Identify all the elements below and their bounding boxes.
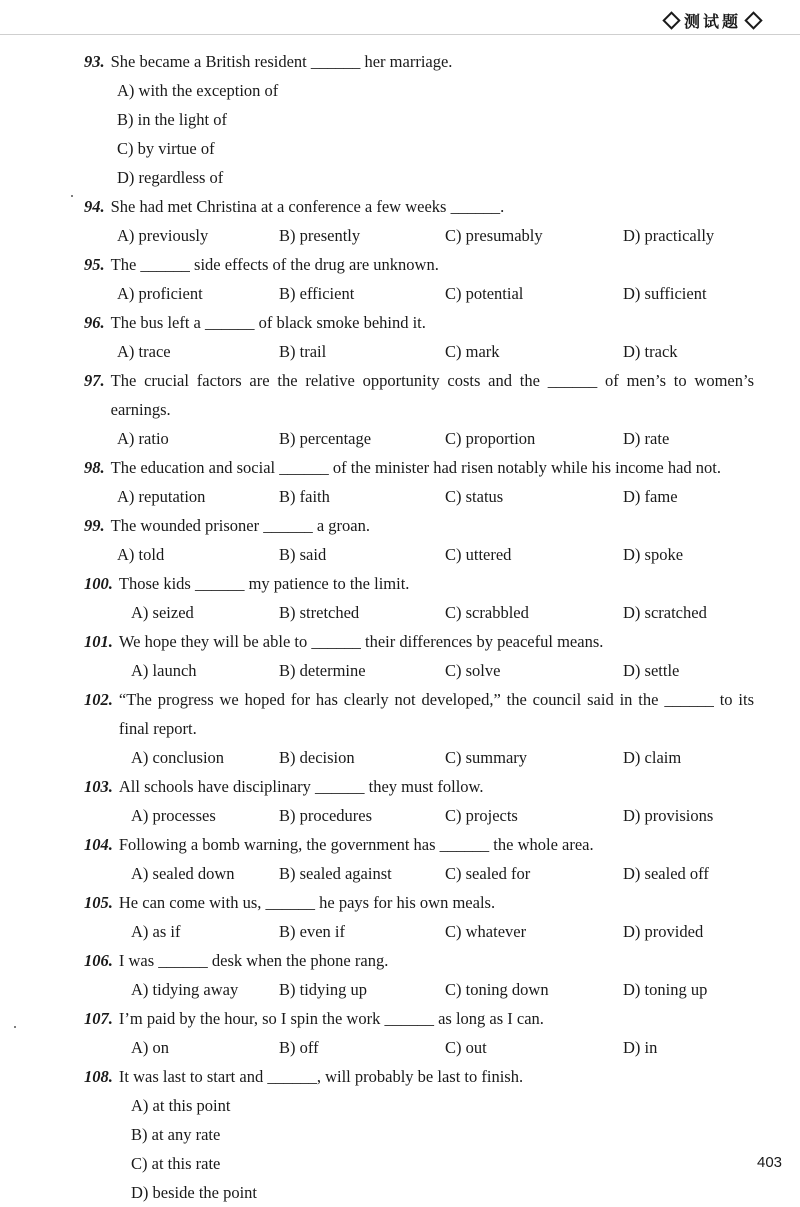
answer-option: C) scrabbled bbox=[445, 603, 529, 622]
question-stem-row bbox=[84, 627, 754, 656]
answer-option: B) percentage bbox=[279, 429, 372, 448]
answer-option: D) sufficient bbox=[623, 284, 707, 303]
answer-option: C) out bbox=[445, 1038, 487, 1057]
question-stem-row bbox=[84, 569, 754, 598]
question-number: 107. bbox=[84, 1009, 113, 1028]
question-item bbox=[84, 47, 754, 192]
answer-option: D) settle bbox=[623, 661, 680, 680]
question-stem: All schools have disciplinary ______ they must follow. bbox=[118, 777, 484, 796]
question-stem: The wounded prisoner ______ a groan. bbox=[110, 516, 370, 535]
answer-option: D) claim bbox=[623, 748, 682, 767]
question-number: 104. bbox=[84, 835, 113, 854]
option-list bbox=[84, 1033, 754, 1062]
question-number: 94. bbox=[84, 197, 105, 216]
answer-option: D) track bbox=[623, 342, 678, 361]
question-number: 98. bbox=[84, 458, 105, 477]
question-stem-row bbox=[84, 830, 754, 859]
answer-option: D) practically bbox=[623, 226, 715, 245]
answer-option: C) mark bbox=[445, 342, 500, 361]
question-stem: It was last to start and ______, will probably be last to finish. bbox=[118, 1067, 524, 1086]
question-stem-row bbox=[84, 511, 754, 540]
answer-option: B) procedures bbox=[279, 806, 373, 825]
answer-option: D) regardless of bbox=[117, 168, 224, 187]
question-list bbox=[84, 47, 754, 1207]
question-item bbox=[84, 830, 754, 888]
question-stem: Those kids ______ my patience to the limit. bbox=[118, 574, 410, 593]
option-list bbox=[84, 975, 754, 1004]
question-stem-row bbox=[84, 946, 754, 975]
question-stem-row bbox=[84, 47, 754, 76]
question-stem: He can come with us, ______ he pays for his own meals. bbox=[118, 893, 496, 912]
question-stem-row bbox=[84, 308, 754, 337]
question-stem: Following a bomb warning, the government has ______ the whole area. bbox=[118, 835, 594, 854]
answer-option: A) as if bbox=[131, 922, 181, 941]
question-number: 96. bbox=[84, 313, 105, 332]
header-divider bbox=[0, 34, 800, 35]
question-number: 97. bbox=[84, 371, 105, 390]
option-list bbox=[84, 279, 754, 308]
answer-option: A) launch bbox=[131, 661, 197, 680]
answer-option: A) reputation bbox=[117, 487, 206, 506]
answer-option: A) sealed down bbox=[131, 864, 235, 883]
answer-option: A) previously bbox=[117, 226, 209, 245]
question-item bbox=[84, 1062, 754, 1207]
answer-option: D) toning up bbox=[623, 980, 708, 999]
answer-option: C) uttered bbox=[445, 545, 512, 564]
question-stem: I’m paid by the hour, so I spin the work ______ as long as I can. bbox=[118, 1009, 544, 1028]
answer-option: C) at this rate bbox=[131, 1154, 221, 1173]
question-item bbox=[84, 366, 754, 453]
diamond-icon bbox=[744, 11, 762, 29]
question-item bbox=[84, 772, 754, 830]
question-number: 95. bbox=[84, 255, 105, 274]
question-item bbox=[84, 569, 754, 627]
answer-option: B) tidying up bbox=[279, 980, 368, 999]
answer-option: C) summary bbox=[445, 748, 528, 767]
option-list bbox=[84, 859, 754, 888]
question-stem-row bbox=[84, 772, 754, 801]
answer-option: D) fame bbox=[623, 487, 678, 506]
answer-option: A) trace bbox=[117, 342, 171, 361]
question-stem-row bbox=[84, 453, 754, 482]
question-stem: I was ______ desk when the phone rang. bbox=[118, 951, 389, 970]
question-item bbox=[84, 192, 754, 250]
answer-option: D) beside the point bbox=[131, 1183, 258, 1202]
answer-option: D) scratched bbox=[623, 603, 707, 622]
question-item bbox=[84, 308, 754, 366]
answer-option: C) proportion bbox=[445, 429, 536, 448]
answer-option: C) potential bbox=[445, 284, 524, 303]
answer-option: B) in the light of bbox=[117, 110, 227, 129]
question-number: 102. bbox=[84, 690, 113, 709]
question-item bbox=[84, 1004, 754, 1062]
answer-option: A) tidying away bbox=[131, 980, 239, 999]
question-item bbox=[84, 888, 754, 946]
option-list bbox=[84, 656, 754, 685]
scan-speck bbox=[71, 195, 73, 197]
option-list bbox=[84, 76, 754, 192]
header-title: 测试题 bbox=[683, 11, 741, 31]
diamond-icon bbox=[662, 11, 680, 29]
question-number: 100. bbox=[84, 574, 113, 593]
question-stem-row bbox=[84, 1004, 754, 1033]
question-number: 106. bbox=[84, 951, 113, 970]
option-list bbox=[84, 482, 754, 511]
question-item bbox=[84, 511, 754, 569]
question-stem: She had met Christina at a conference a few weeks ______. bbox=[110, 197, 505, 216]
answer-option: D) provisions bbox=[623, 806, 714, 825]
question-stem-row bbox=[84, 888, 754, 917]
answer-option: A) on bbox=[131, 1038, 170, 1057]
question-stem: The education and social ______ of the minister had risen notably while his income had not. bbox=[110, 458, 721, 477]
option-list bbox=[84, 221, 754, 250]
question-stem: The bus left a ______ of black smoke behind it. bbox=[110, 313, 426, 332]
answer-option: B) decision bbox=[279, 748, 355, 767]
answer-option: C) sealed for bbox=[445, 864, 531, 883]
answer-option: B) faith bbox=[279, 487, 330, 506]
answer-option: A) processes bbox=[131, 806, 216, 825]
option-list bbox=[84, 743, 754, 772]
answer-option: C) toning down bbox=[445, 980, 549, 999]
option-list bbox=[84, 540, 754, 569]
answer-option: C) solve bbox=[445, 661, 501, 680]
option-list bbox=[84, 1091, 754, 1207]
option-list bbox=[84, 801, 754, 830]
answer-option: D) provided bbox=[623, 922, 704, 941]
question-stem: The ______ side effects of the drug are unknown. bbox=[110, 255, 439, 274]
answer-option: B) said bbox=[279, 545, 327, 564]
question-item bbox=[84, 453, 754, 511]
scan-speck bbox=[14, 1026, 16, 1028]
question-stem: The crucial factors are the relative opportunity costs and the ______ of men’s to women’s earnings. bbox=[110, 371, 754, 419]
question-number: 101. bbox=[84, 632, 113, 651]
question-number: 103. bbox=[84, 777, 113, 796]
question-item bbox=[84, 250, 754, 308]
answer-option: A) with the exception of bbox=[117, 81, 279, 100]
question-stem-row bbox=[84, 192, 754, 221]
question-number: 105. bbox=[84, 893, 113, 912]
answer-option: B) presently bbox=[279, 226, 361, 245]
answer-option: A) at this point bbox=[131, 1096, 231, 1115]
answer-option: B) even if bbox=[279, 922, 345, 941]
option-list bbox=[84, 917, 754, 946]
page-number: 403 bbox=[757, 1154, 783, 1171]
answer-option: B) sealed against bbox=[279, 864, 392, 883]
option-list bbox=[84, 424, 754, 453]
answer-option: A) ratio bbox=[117, 429, 169, 448]
question-stem: She became a British resident ______ her marriage. bbox=[110, 52, 453, 71]
question-item bbox=[84, 627, 754, 685]
answer-option: C) projects bbox=[445, 806, 518, 825]
answer-option: D) in bbox=[623, 1038, 658, 1057]
question-number: 108. bbox=[84, 1067, 113, 1086]
answer-option: B) stretched bbox=[279, 603, 360, 622]
answer-option: A) told bbox=[117, 545, 165, 564]
question-item bbox=[84, 946, 754, 1004]
answer-option: D) sealed off bbox=[623, 864, 709, 883]
question-stem: We hope they will be able to ______ their differences by peaceful means. bbox=[118, 632, 604, 651]
question-item bbox=[84, 685, 754, 772]
option-list bbox=[84, 598, 754, 627]
answer-option: B) off bbox=[279, 1038, 319, 1057]
answer-option: C) status bbox=[445, 487, 504, 506]
answer-option: C) by virtue of bbox=[117, 139, 215, 158]
answer-option: A) conclusion bbox=[131, 748, 225, 767]
question-stem: “The progress we hoped for has clearly not developed,” the council said in the ______ to its final report. bbox=[118, 690, 754, 738]
page-header bbox=[665, 9, 760, 31]
answer-option: A) proficient bbox=[117, 284, 203, 303]
option-list bbox=[84, 337, 754, 366]
question-stem-row bbox=[84, 366, 754, 424]
answer-option: B) at any rate bbox=[131, 1125, 221, 1144]
answer-option: D) rate bbox=[623, 429, 670, 448]
question-number: 93. bbox=[84, 52, 105, 71]
question-stem-row bbox=[84, 685, 754, 743]
answer-option: B) efficient bbox=[279, 284, 355, 303]
answer-option: A) seized bbox=[131, 603, 194, 622]
answer-option: C) whatever bbox=[445, 922, 527, 941]
question-stem-row bbox=[84, 250, 754, 279]
answer-option: D) spoke bbox=[623, 545, 684, 564]
question-number: 99. bbox=[84, 516, 105, 535]
answer-option: B) determine bbox=[279, 661, 366, 680]
answer-option: C) presumably bbox=[445, 226, 543, 245]
question-stem-row bbox=[84, 1062, 754, 1091]
answer-option: B) trail bbox=[279, 342, 327, 361]
